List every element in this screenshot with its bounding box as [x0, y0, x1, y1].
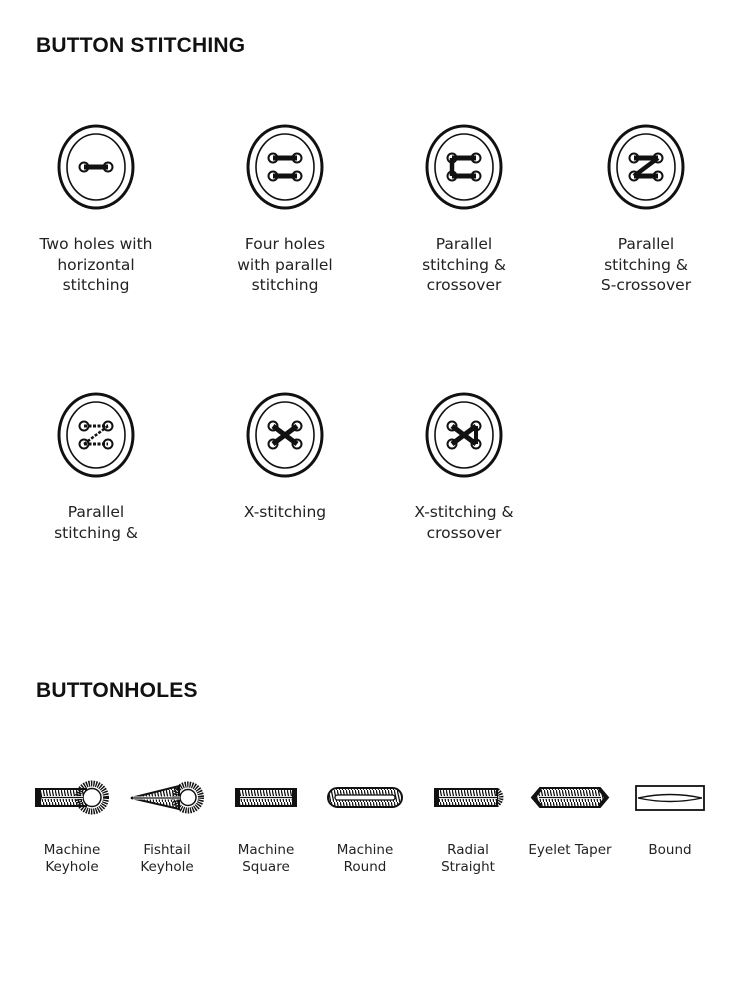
- buttonhole-machine-round: [315, 778, 415, 876]
- stitch-label: Parallel stitching & crossover: [422, 235, 506, 294]
- buttonhole-label: Fishtail Keyhole: [140, 842, 194, 875]
- machine-round-icon: [325, 778, 405, 818]
- buttonhole-label: Machine Round: [336, 842, 394, 875]
- buttonhole-label: Bound: [648, 842, 692, 858]
- stitch-label: Four holes with parallel stitching: [237, 235, 333, 294]
- machine-square-icon: [233, 778, 299, 818]
- stitch-label: Two holes with horizontal stitching: [39, 235, 153, 294]
- fishtail-keyhole-icon: [127, 778, 207, 818]
- buttonhole-eyelet-taper: [520, 778, 620, 859]
- eyelet-taper-icon: [529, 778, 611, 818]
- stitch-item-x-crossover: [374, 392, 554, 543]
- buttonhole-fishtail-keyhole: [117, 778, 217, 876]
- stitch-label: X-stitching & crossover: [414, 503, 514, 542]
- buttonhole-label: Eyelet Taper: [528, 842, 612, 858]
- buttonhole-machine-square: [216, 778, 316, 876]
- stitch-item-parallel-s-crossover: [556, 124, 736, 296]
- buttonhole-label: Machine Square: [237, 842, 295, 875]
- stitch-item-parallel-z: [6, 392, 186, 543]
- button-stitching-title: BUTTON STITCHING: [36, 34, 246, 57]
- x-crossover-stitch-icon: [423, 392, 505, 478]
- stitch-item-two-holes: [6, 124, 186, 296]
- buttonhole-label: Machine Keyhole: [43, 842, 101, 875]
- bound-icon: [632, 778, 708, 818]
- stitch-item-x: [195, 392, 375, 523]
- buttonhole-machine-keyhole: [22, 778, 122, 876]
- radial-straight-icon: [431, 778, 505, 818]
- parallel-z-stitch-icon: [55, 392, 137, 478]
- parallel-s-crossover-stitch-icon: [605, 124, 687, 210]
- stitch-label: Parallel stitching & S-crossover: [600, 235, 692, 294]
- stitch-item-four-holes-parallel: [195, 124, 375, 296]
- four-hole-parallel-stitch-icon: [244, 124, 326, 210]
- buttonhole-radial-straight: [418, 778, 518, 876]
- x-stitch-icon: [244, 392, 326, 478]
- stitch-label: Parallel stitching &: [54, 503, 138, 542]
- parallel-crossover-stitch-icon: [423, 124, 505, 210]
- stitch-label: X-stitching: [243, 503, 327, 521]
- buttonhole-label: Radial Straight: [441, 842, 495, 875]
- buttonholes-title: BUTTONHOLES: [36, 679, 198, 702]
- two-hole-horizontal-stitch-icon: [55, 124, 137, 210]
- buttonhole-bound: [620, 778, 720, 859]
- machine-keyhole-icon: [34, 778, 110, 818]
- stitch-item-parallel-crossover: [374, 124, 554, 296]
